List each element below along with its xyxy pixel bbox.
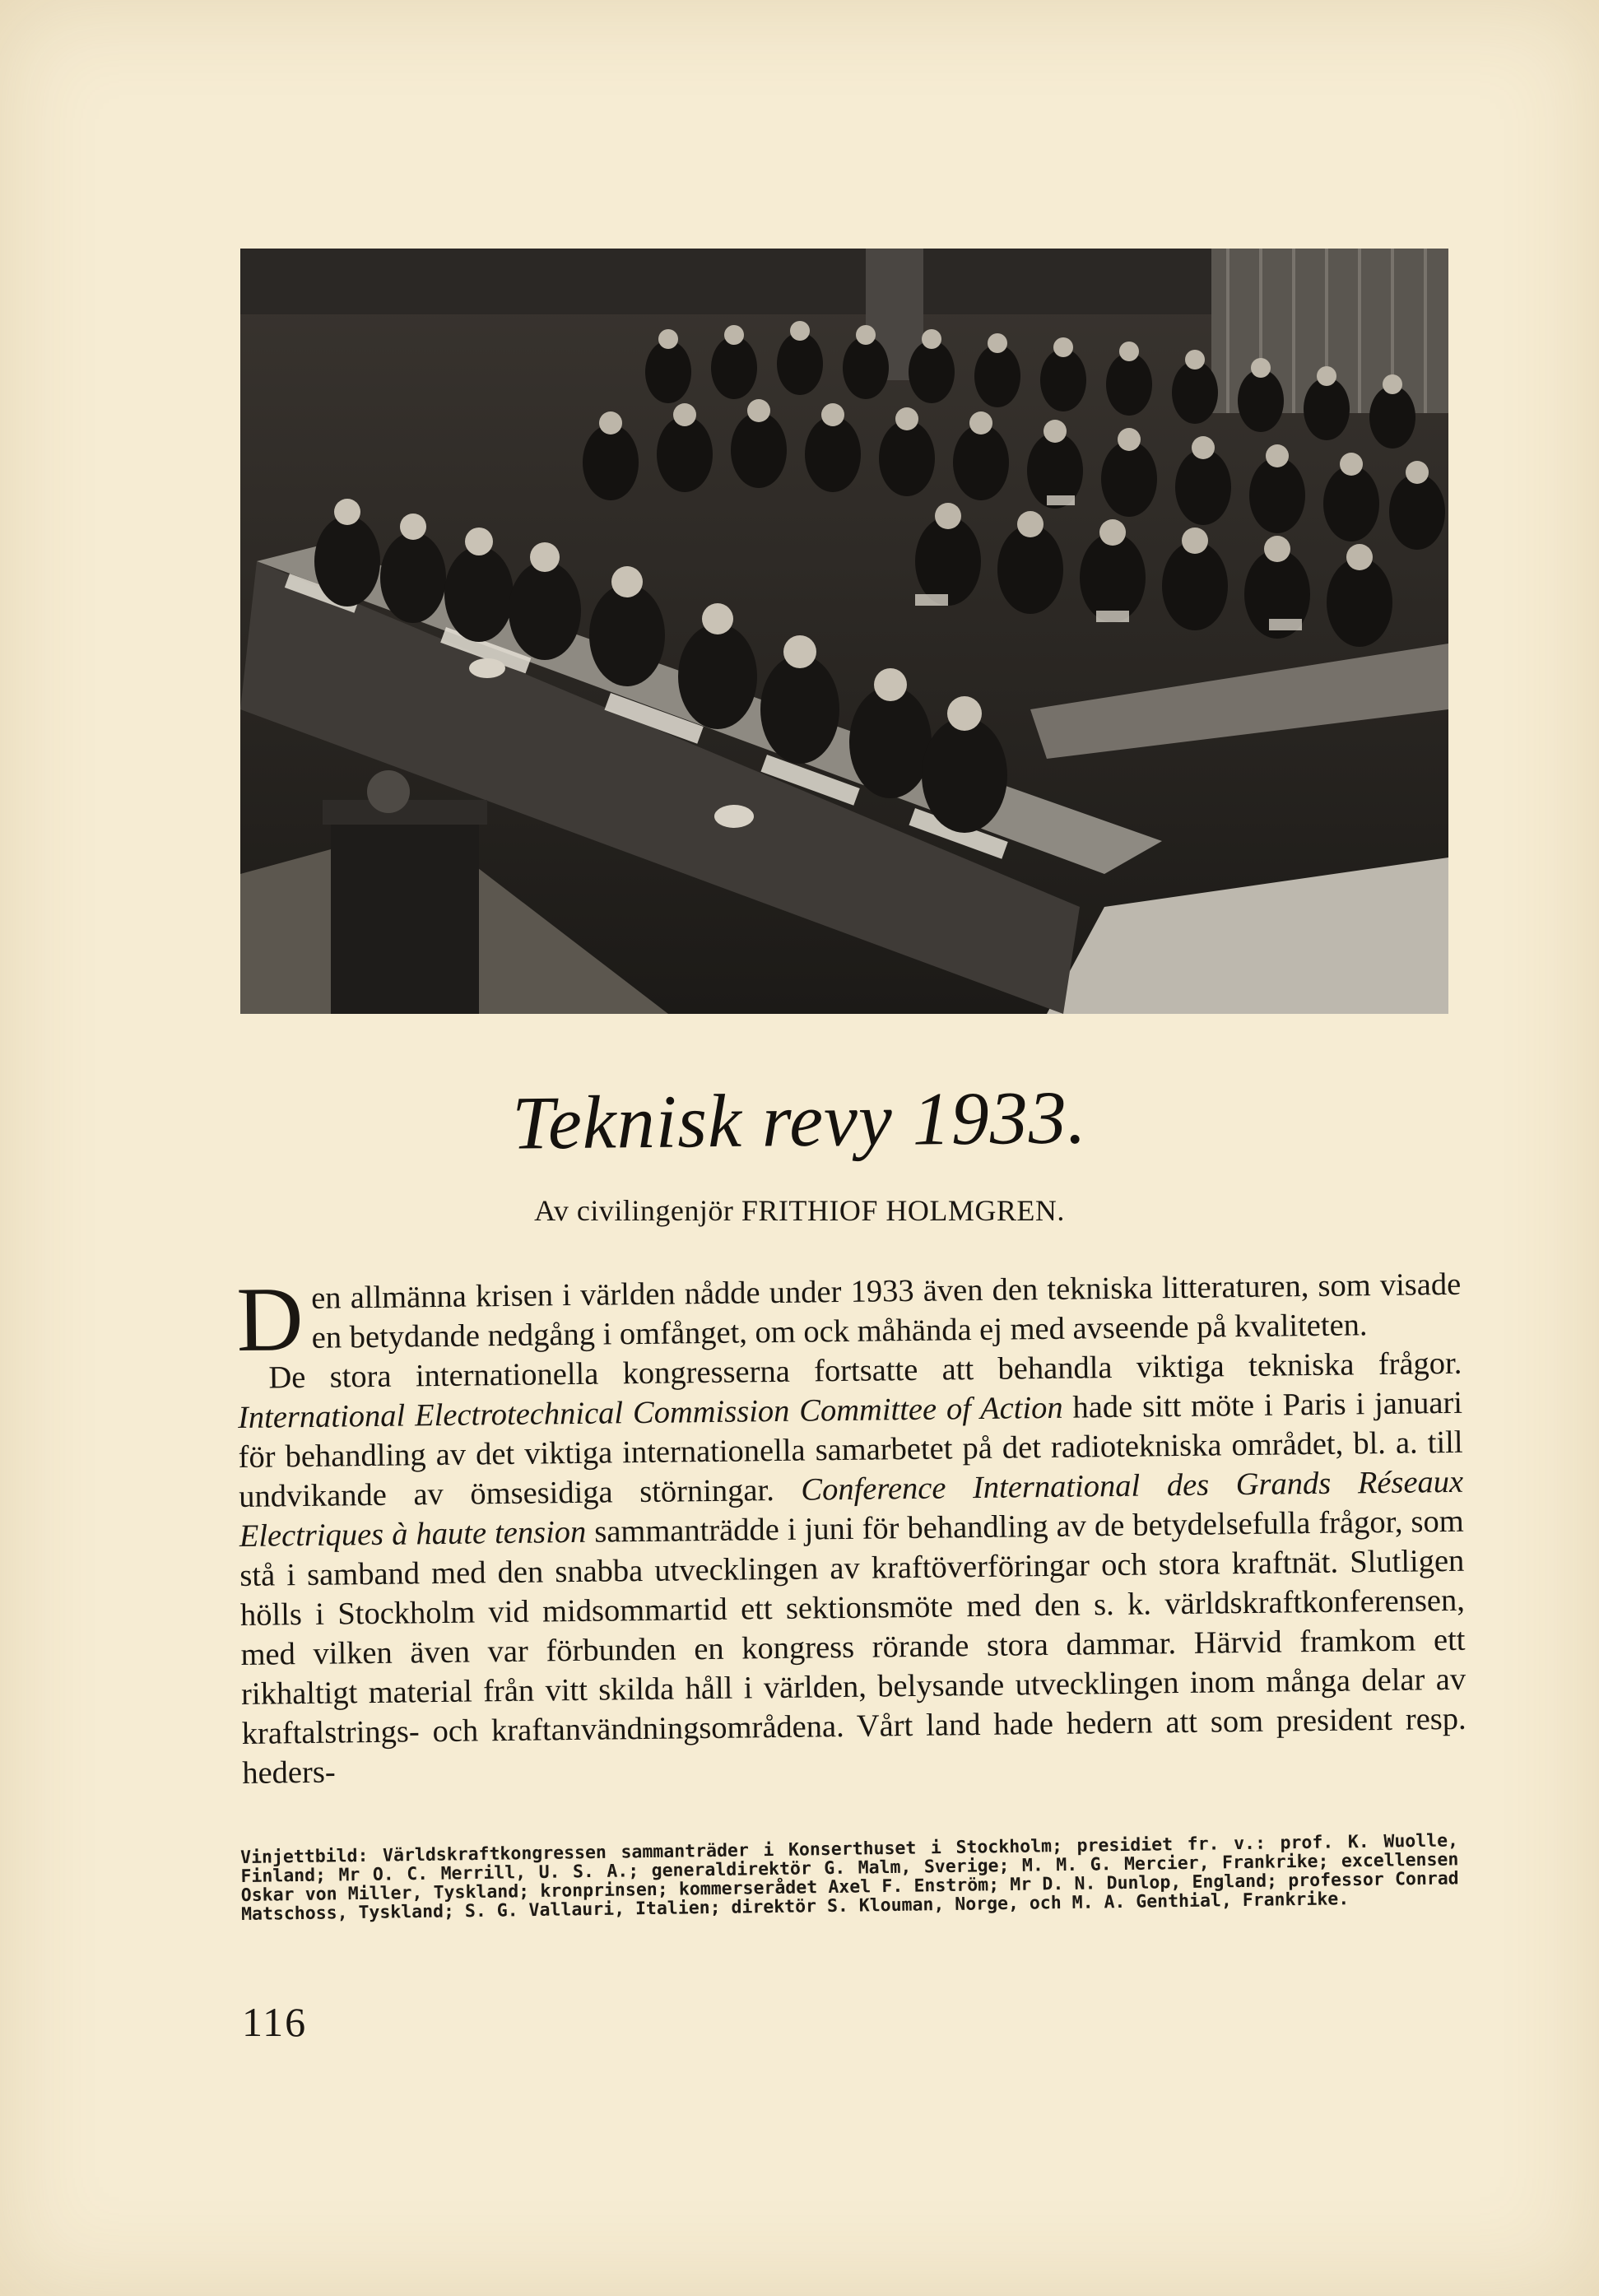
- congress-photo: [240, 249, 1448, 1014]
- cigre-conference-name: Conference International des Grands Réseaux Electriques à haute tension: [239, 1464, 1464, 1554]
- paragraph-1-text: en allmänna krisen i världen nådde under 1933 även den tekniska litteraturen, som visade en betydande nedgång i omfånget, om ock måhända ej med avseende på kvaliteten.: [310, 1267, 1462, 1355]
- paragraph-2-text: sammanträdde i juni för behandling av de betydelsefulla frågor, som stå i samband med den snabba utvecklingen av kraftöverföringar och stora kraftnät. Slutligen hölls i Stockholm vid midsommartid ett sektionsmöte med den s. k. världskraftkonferensen, med vilken även var förbunden en kongress rörande stora dammar. Härvid framkom ett rikhaltigt material från vitt skilda håll i världen, belysande utvecklingen inom många delar av kraftalstrings- och kraftanvändningsområdena. Vårt land hade hedern att som president resp. heders-: [239, 1504, 1467, 1791]
- iec-committee-name: International Electrotechnical Commission Committee of Action: [237, 1390, 1063, 1435]
- photo-caption: Vinjettbild: Världskraftkongressen sammanträder i Konserthuset i Stockholm; presidiet fr. v.: prof. K. Wuolle, Finland; Mr O. C. Merrill, U. S. A.; generaldirektör G. Malm, Sverige; M. M. G. Mercier, Frankrike; excellensen Oskar von Miller, Tyskland; kronprinsen; kommerserådet Axel F. Enström; Mr D. N. Dunlop, England; professor Conrad Matschoss, Tyskland; S. G. Vallauri, Italien; direktör S. Klouman, Norge, och M. A. Genthial, Frankrike.: [239, 1830, 1459, 1925]
- page-number: 116: [242, 1999, 308, 2045]
- article-body: [236, 1265, 1467, 1793]
- article-byline: Av civilingenjör FRITHIOF HOLMGREN.: [534, 1194, 1065, 1227]
- congress-photo-drawing: [240, 249, 1448, 1014]
- article-title: Teknisk revy 1933.: [511, 1075, 1088, 1165]
- paragraph-2: [237, 1344, 1467, 1793]
- paragraph-2-text: De stora internationella kongresserna fortsatte att behandla viktiga tekniska frågor.: [268, 1346, 1462, 1396]
- drop-cap: D: [235, 1268, 304, 1371]
- paragraph-2-text: hade sitt möte i Paris i januari för behandling av det viktiga internationella samarbetet på det radiotekniska området, bl. a. till undvikande av ömsesidiga störningar.: [238, 1385, 1463, 1514]
